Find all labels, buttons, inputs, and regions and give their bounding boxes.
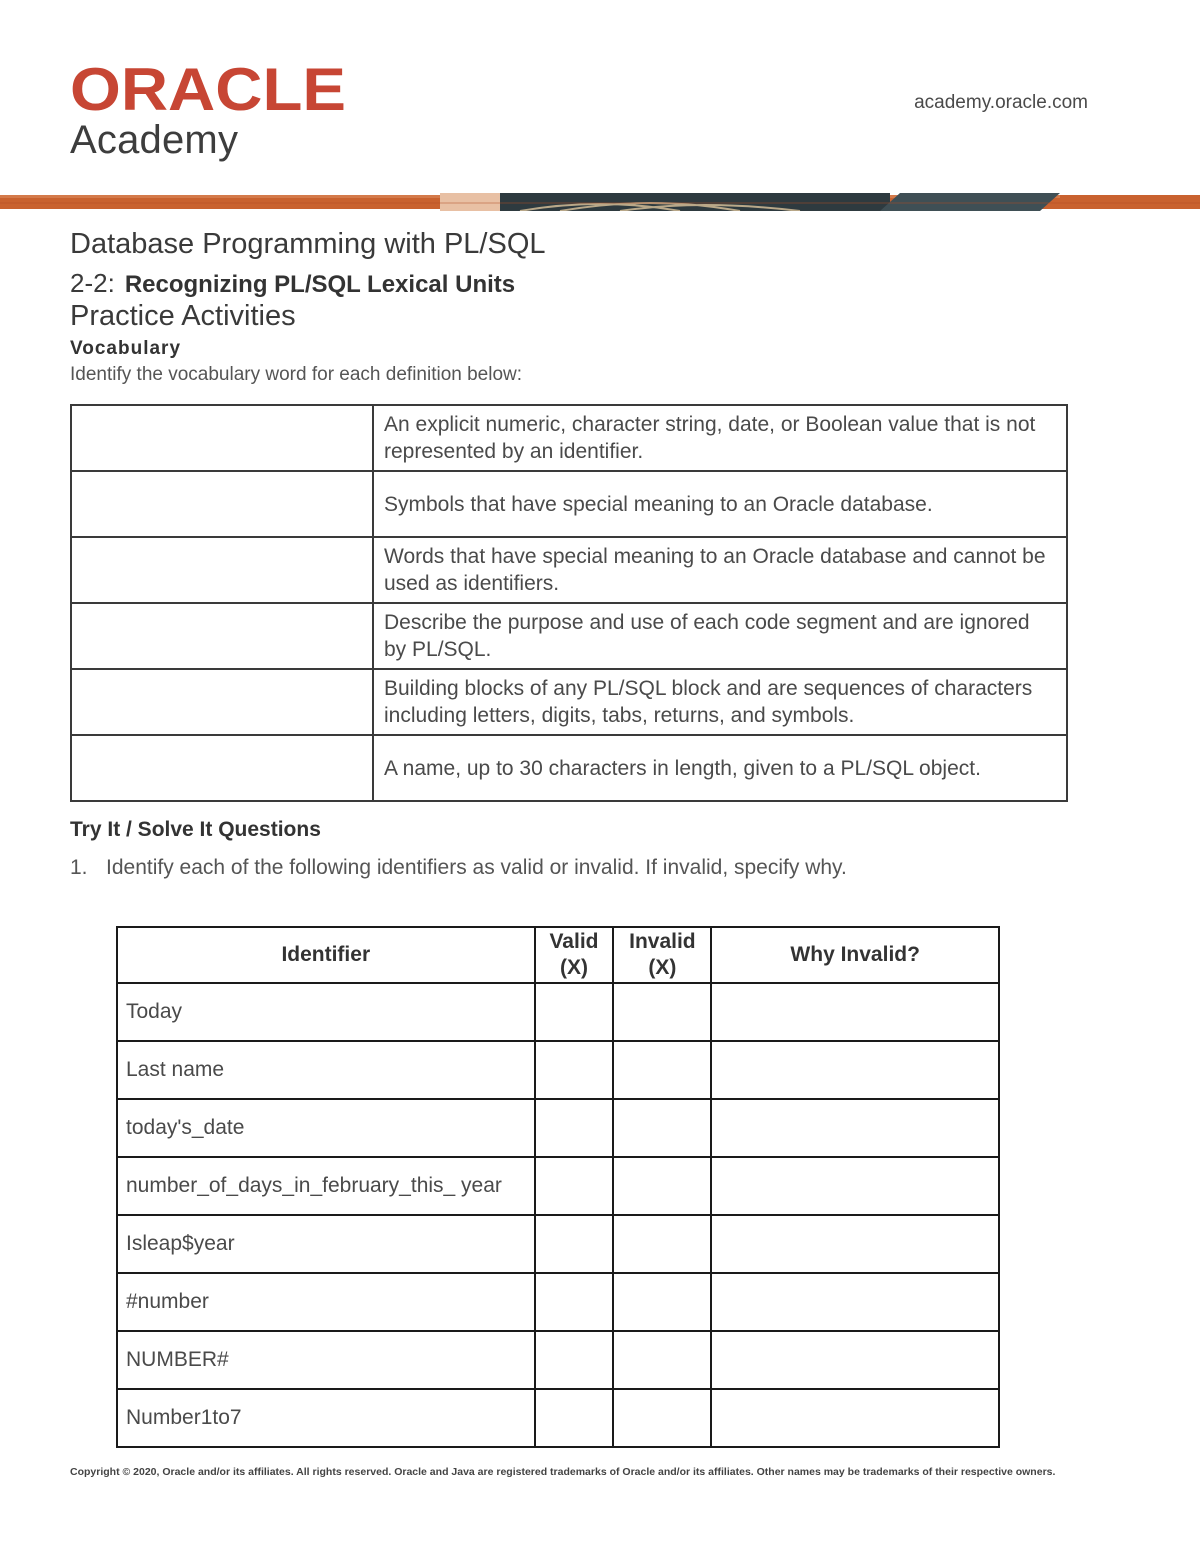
valid-cell[interactable]: [535, 1157, 614, 1215]
invalid-cell[interactable]: [613, 1099, 711, 1157]
identifier-cell: Today: [117, 983, 535, 1041]
lesson-title: Recognizing PL/SQL Lexical Units: [124, 271, 516, 298]
header-identifier: Identifier: [117, 927, 535, 983]
valid-cell[interactable]: [535, 1273, 614, 1331]
identifier-cell: #number: [117, 1273, 535, 1331]
identifier-table-header: [117, 927, 999, 983]
vocab-definition: Words that have special meaning to an Oracle database and cannot be used as identifiers.: [373, 537, 1067, 603]
vocabulary-heading: Vocabulary: [70, 338, 182, 359]
vocab-term-cell[interactable]: [71, 405, 373, 471]
why-invalid-cell[interactable]: [711, 1331, 999, 1389]
vocab-definition: Symbols that have special meaning to an Oracle database.: [373, 471, 1067, 537]
vocab-row: [71, 669, 1067, 735]
identifier-cell: Last name: [117, 1041, 535, 1099]
valid-cell[interactable]: [535, 1041, 614, 1099]
table-row: [117, 1389, 999, 1447]
academy-logo-text: Academy: [70, 118, 239, 162]
header-valid: Valid (X): [535, 927, 614, 983]
vocab-term-cell[interactable]: [71, 735, 373, 801]
identifier-cell: Number1to7: [117, 1389, 535, 1447]
valid-cell[interactable]: [535, 1215, 614, 1273]
invalid-cell[interactable]: [613, 1273, 711, 1331]
identifier-cell: today's_date: [117, 1099, 535, 1157]
decorative-banner: [0, 193, 1200, 211]
vocab-definition: A name, up to 30 characters in length, given to a PL/SQL object.: [373, 735, 1067, 801]
vocab-term-cell[interactable]: [71, 537, 373, 603]
table-row: [117, 1041, 999, 1099]
lesson-number: 2-2:: [70, 268, 115, 298]
vocab-definition: Building blocks of any PL/SQL block and are sequences of characters including letters, digits, tabs, returns, and symbols.: [373, 669, 1067, 735]
question-1: [70, 856, 847, 880]
vocab-definition: An explicit numeric, character string, date, or Boolean value that is not represented by an identifier.: [373, 405, 1067, 471]
vocab-row: [71, 735, 1067, 801]
valid-cell[interactable]: [535, 983, 614, 1041]
vocab-row: [71, 603, 1067, 669]
why-invalid-cell[interactable]: [711, 1041, 999, 1099]
question-number: 1.: [70, 856, 88, 879]
invalid-cell[interactable]: [613, 1331, 711, 1389]
valid-cell[interactable]: [535, 1331, 614, 1389]
header-invalid: Invalid (X): [613, 927, 711, 983]
oracle-logo: [70, 58, 350, 120]
why-invalid-cell[interactable]: [711, 1099, 999, 1157]
vocabulary-table: [70, 404, 1068, 802]
invalid-cell[interactable]: [613, 983, 711, 1041]
vocab-term-cell[interactable]: [71, 603, 373, 669]
why-invalid-cell[interactable]: [711, 1389, 999, 1447]
valid-cell[interactable]: [535, 1389, 614, 1447]
identifier-cell: Isleap$year: [117, 1215, 535, 1273]
vocabulary-instructions: Identify the vocabulary word for each definition below:: [70, 364, 523, 385]
why-invalid-cell[interactable]: [711, 1157, 999, 1215]
vocab-definition: Describe the purpose and use of each code segment and are ignored by PL/SQL.: [373, 603, 1067, 669]
course-title: Database Programming with PL/SQL: [70, 228, 546, 260]
lesson-heading: [70, 268, 515, 299]
vocab-row: [71, 405, 1067, 471]
invalid-cell[interactable]: [613, 1041, 711, 1099]
vocab-row: [71, 471, 1067, 537]
identifier-cell: number_of_days_in_february_this_ year: [117, 1157, 535, 1215]
identifier-cell: NUMBER#: [117, 1331, 535, 1389]
table-row: [117, 1157, 999, 1215]
svg-text:ORACLE: ORACLE: [70, 58, 346, 120]
invalid-cell[interactable]: [613, 1157, 711, 1215]
why-invalid-cell[interactable]: [711, 1215, 999, 1273]
why-invalid-cell[interactable]: [711, 983, 999, 1041]
invalid-cell[interactable]: [613, 1215, 711, 1273]
header-why-invalid: Why Invalid?: [711, 927, 999, 983]
vocab-term-cell[interactable]: [71, 669, 373, 735]
questions-heading: Try It / Solve It Questions: [70, 818, 321, 841]
table-row: [117, 1273, 999, 1331]
table-row: [117, 983, 999, 1041]
identifier-table: [116, 926, 1000, 1448]
table-row: [117, 1331, 999, 1389]
section-subtitle: Practice Activities: [70, 300, 296, 332]
copyright-footer: Copyright © 2020, Oracle and/or its affiliates. All rights reserved. Oracle and Java are registered trademarks of Oracle and/or its affiliates. Other names may be trademarks of their respective owners.: [70, 1466, 1056, 1478]
question-text: Identify each of the following identifiers as valid or invalid. If invalid, specify why.: [106, 856, 847, 879]
table-row: [117, 1215, 999, 1273]
vocab-term-cell[interactable]: [71, 471, 373, 537]
valid-cell[interactable]: [535, 1099, 614, 1157]
invalid-cell[interactable]: [613, 1389, 711, 1447]
table-row: [117, 1099, 999, 1157]
vocab-row: [71, 537, 1067, 603]
why-invalid-cell[interactable]: [711, 1273, 999, 1331]
site-url[interactable]: academy.oracle.com: [914, 92, 1088, 113]
